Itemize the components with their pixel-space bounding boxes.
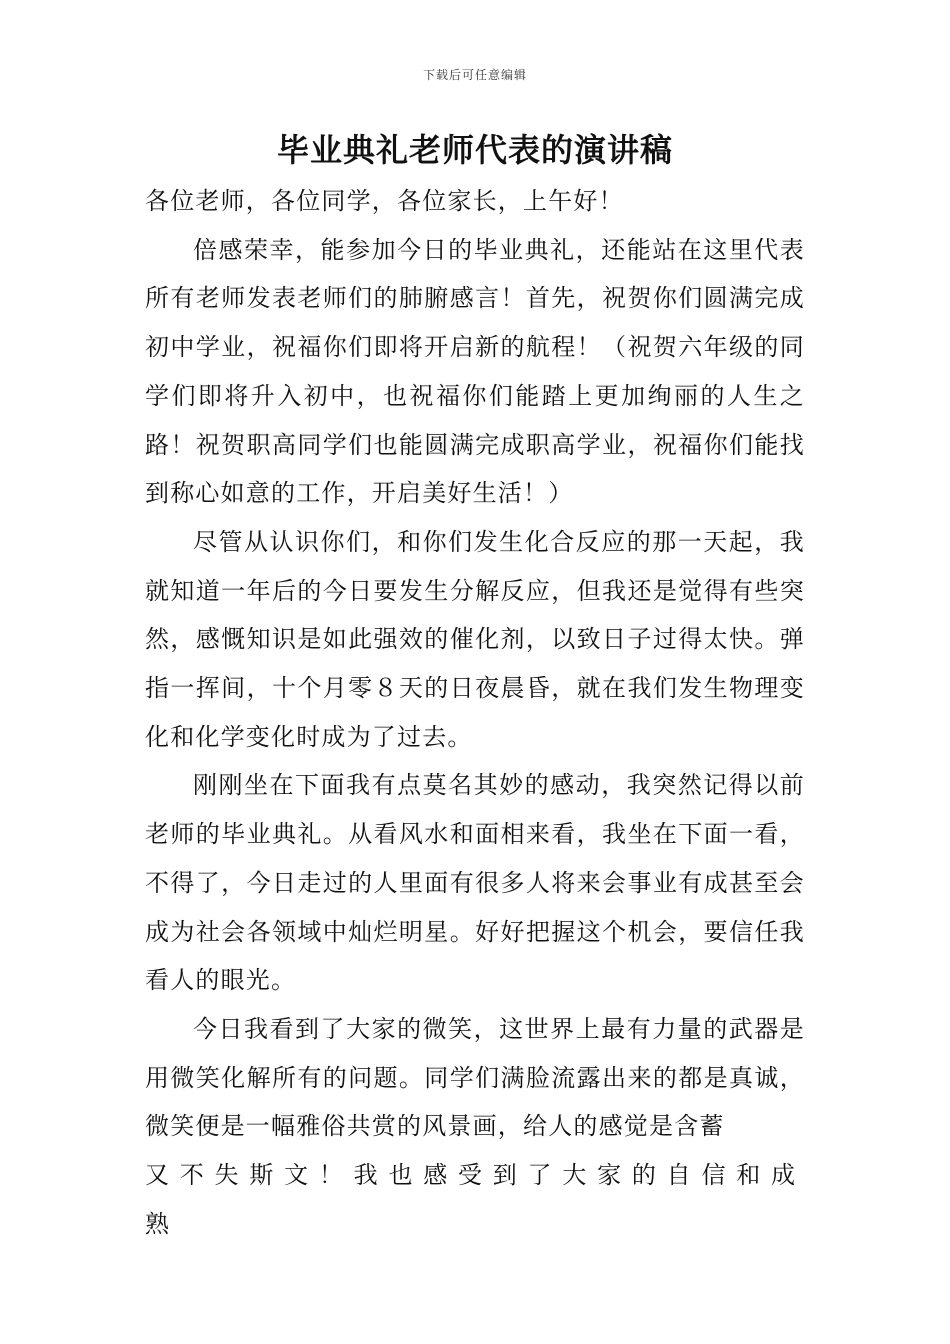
paragraph-1: 倍感荣幸，能参加今日的毕业典礼，还能站在这里代表所有老师发表老师们的肺腑感言！首先，祝贺你们圆满完成初中学业，祝福你们即将开启新的航程！（祝贺六年级的同学们即将升入初中，也祝福你们能踏上更加绚丽的人生之路！祝贺职高同学们也能圆满完成职高学业，祝福你们能找到称心如意的工作，开启美好生活！）	[145, 235, 805, 508]
paragraph-3: 刚刚坐在下面我有点莫名其妙的感动，我突然记得以前老师的毕业典礼。从看风水和面相来看，我坐在下面一看，不得了，今日走过的人里面有很多人将来会事业有成甚至会成为社会各领域中灿烂明星。好好把握这个机会，要信任我看人的眼光。	[145, 771, 805, 995]
paragraph-4: 今日我看到了大家的微笑，这世界上最有力量的武器是用微笑化解所有的问题。同学们满脸流露出来的都是真诚，微笑便是一幅雅俗共赏的风景画，给人的感觉是含蓄	[145, 1014, 805, 1141]
paragraph-2: 尽管从认识你们，和你们发生化合反应的那一天起，我就知道一年后的今日要发生分解反应，但我还是觉得有些突然，感慨知识是如此强效的催化剂，以致日子过得太快。弹指一挥间，十个月零８天的日夜晨昏，就在我们发生物理变化和化学变化时成为了过去。	[145, 527, 805, 751]
paragraph-4-last-line: 又不失斯文！我也感受到了大家的自信和成熟	[145, 1161, 805, 1238]
greeting-line: 各位老师，各位同学，各位家长，上午好！	[145, 187, 624, 215]
document-title: 毕业典礼老师代表的演讲稿	[276, 131, 673, 169]
document-body	[145, 177, 805, 1248]
page-header-note: 下载后可任意编辑	[422, 68, 527, 82]
